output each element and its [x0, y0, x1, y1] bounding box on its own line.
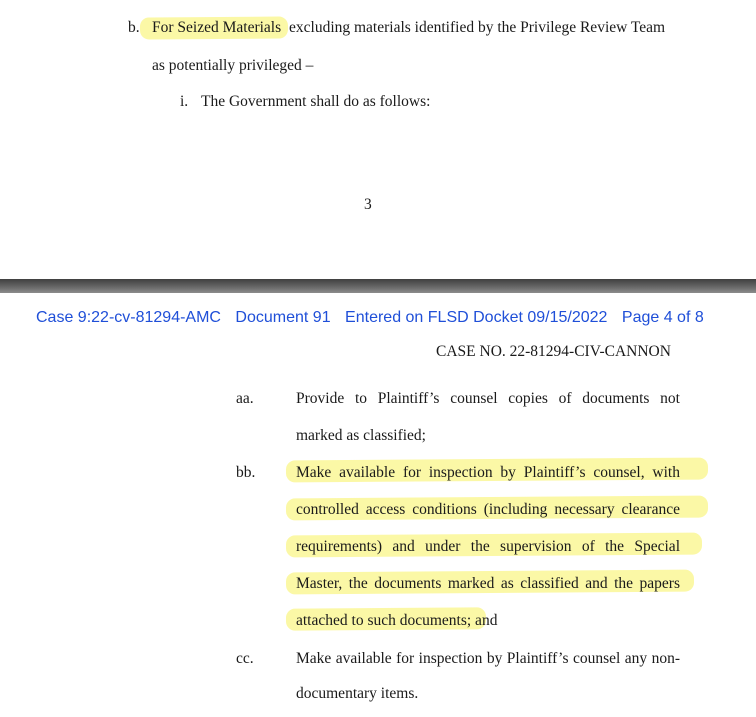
item-b-line2: as potentially privileged – — [152, 57, 314, 74]
header-case-number: Case 9:22-cv-81294-AMC — [36, 309, 221, 326]
item-aa-line1: Provide to Plaintiff’s counsel copies of documents not — [296, 390, 680, 407]
item-cc-line1: Make available for inspection by Plaintiff’s counsel any non- — [296, 650, 680, 667]
case-number-line: CASE NO. 22-81294-CIV-CANNON — [436, 343, 671, 360]
item-bb-line4: Master, the documents marked as classified and the papers — [296, 575, 680, 592]
header-entered: Entered on FLSD Docket 09/15/2022 — [345, 309, 608, 326]
item-i-text: The Government shall do as follows: — [201, 93, 431, 110]
item-bb-line3: requirements) and under the supervision of the Special — [296, 538, 680, 555]
header-document: Document 91 — [235, 309, 331, 326]
item-aa-marker: aa. — [236, 390, 254, 407]
item-b-marker: b. — [128, 19, 140, 36]
item-i-marker: i. — [180, 93, 189, 110]
item-bb-line2: controlled access conditions (including necessary clearance — [296, 501, 680, 518]
item-cc-line2: documentary items. — [296, 685, 419, 702]
pdf-page-3 — [0, 0, 756, 279]
item-b-highlighted-text: For Seized Materials — [152, 19, 282, 36]
item-aa-line2: marked as classified; — [296, 427, 426, 444]
item-bb-line5: attached to such documents; and — [296, 612, 498, 629]
page-number: 3 — [364, 196, 372, 213]
item-bb-marker: bb. — [236, 464, 256, 481]
item-cc-marker: cc. — [236, 650, 254, 667]
page-separator — [0, 279, 756, 293]
pdf-page-4 — [0, 293, 756, 717]
item-b-line1-rest: excluding materials identified by the Privilege Review Team — [289, 19, 666, 36]
header-page: Page 4 of 8 — [621, 309, 704, 326]
item-bb-line1: Make available for inspection by Plaintiff’s counsel, with — [296, 464, 680, 481]
docket-header — [36, 309, 714, 327]
